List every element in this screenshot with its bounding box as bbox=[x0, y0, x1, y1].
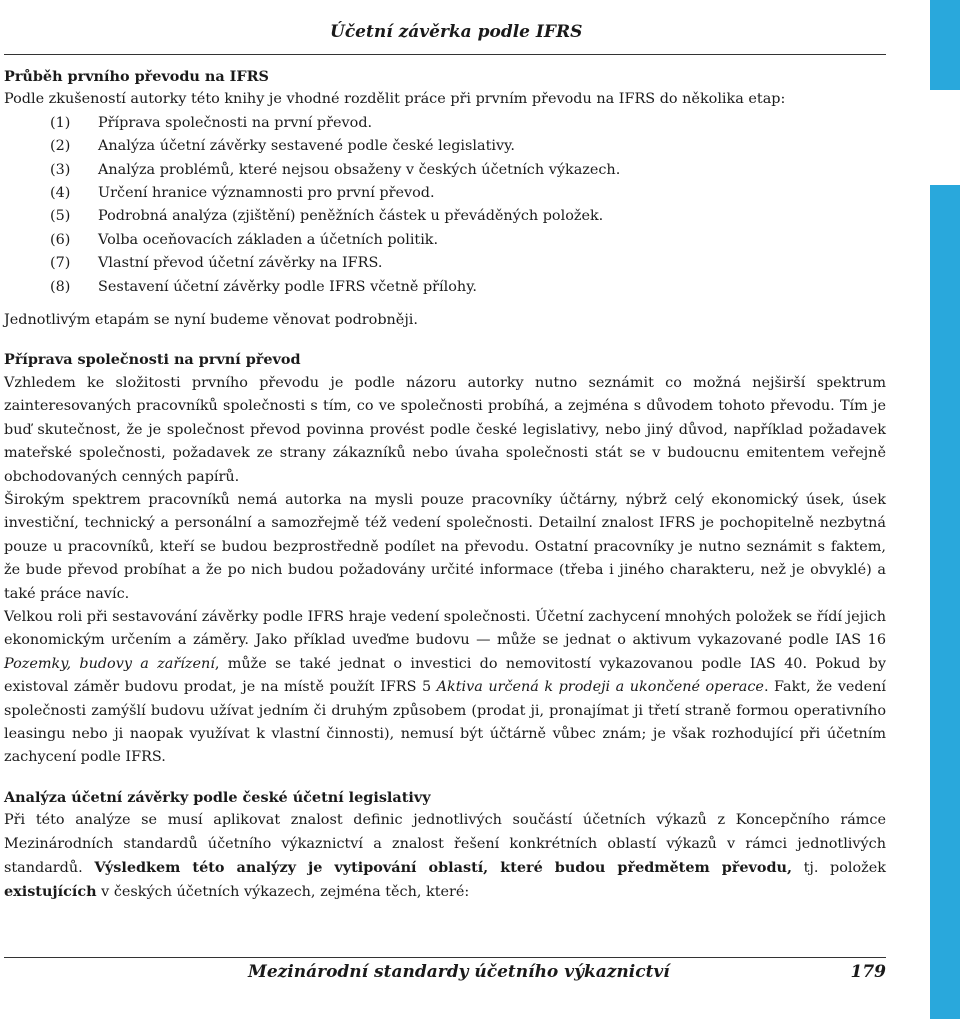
section-heading-prubeh: Průběh prvního převodu na IFRS bbox=[4, 68, 269, 85]
list-item-text: Podrobná analýza (zjištění) peněžních částek u převáděných položek. bbox=[98, 208, 604, 225]
list-item bbox=[4, 135, 886, 158]
list-item bbox=[4, 112, 886, 135]
footer-book-title: Mezinárodní standardy účetního výkaznictví bbox=[248, 962, 670, 982]
list-item-text: Volba oceňovacích základen a účetních politik. bbox=[98, 231, 439, 248]
paragraph-text: . Fakt, že vedení společnosti zamýšlí budovu užívat jedním či druhým způsobem (prodat ji, pronajímat ji třetí straně formou operativního leasingu nebo ji naopak využívat k vlastní činnosti), nemusí být účtárně vůbec znám; je však rozhodující při účetním zachycení podle IFRS. bbox=[4, 679, 887, 766]
list-item-number: (7) bbox=[50, 255, 71, 272]
emphasis-bold: Výsledkem této analýzy je vytipování oblastí, které budou předmětem převodu, bbox=[94, 859, 793, 876]
paragraph bbox=[4, 809, 886, 905]
running-header: Účetní závěrka podle IFRS bbox=[330, 22, 583, 42]
list-item-number: (1) bbox=[50, 114, 71, 131]
list-item bbox=[4, 276, 886, 299]
footer-rule bbox=[4, 957, 886, 958]
paragraph: Širokým spektrem pracovníků nemá autorka na mysli pouze pracovníky účtárny, nýbrž celý ekonomický úsek, úsek investiční, technický a personální a samozřejmě též vedení společnosti. Detailní znalost IFRS je pochopitelně nezbytná pouze u pracovníků, kteří se budou bezprostředně podílet na převodu. Ostatní pracovníky je nutno seznámit s faktem, že bude převod probíhat a že po nich budou požadovány určité informace (třeba i jiného charakteru, než je obvyklé) a také práce navíc. bbox=[4, 491, 886, 602]
section-closing: Jednotlivým etapám se nyní budeme věnovat podrobněji. bbox=[4, 312, 418, 329]
list-item-text: Analýza účetní závěrky sestavené podle české legislativy. bbox=[98, 138, 515, 155]
paragraph-text: Při této analýze se musí aplikovat znalost definic jednotlivých součástí účetních výkazů z Koncepčního rámce Mezinárodních standardů účetního výkaznictví a znalost řešení konkrétních oblastí výkazů v rámci jednotlivých standardů. bbox=[4, 812, 886, 876]
list-item-text: Analýza problémů, které nejsou obsaženy v českých účetních výkazech. bbox=[98, 161, 621, 178]
list-item-number: (4) bbox=[50, 185, 71, 202]
list-item-text: Určení hranice významnosti pro první převod. bbox=[98, 185, 435, 202]
standard-title-ifrs5: Aktiva určená k prodeji a ukončené operace bbox=[436, 679, 764, 696]
standard-title-ias16: Pozemky, budovy a zařízení bbox=[4, 655, 215, 672]
paragraph-text: , může se také jednat o investici do nemovitostí vykazovanou podle IAS 40. Pokud by existoval záměr budovu prodat, je na místě použít IFRS 5 bbox=[4, 655, 886, 696]
list-item bbox=[4, 159, 886, 182]
list-item bbox=[4, 252, 886, 275]
paragraph: Vzhledem ke složitosti prvního převodu je podle názoru autorky nutno seznámit co možná nejširší spektrum zainteresovaných pracovníků společnosti s tím, co ve společnosti probíhá, a zejména s důvodem tohoto převodu. Tím je buď skutečnost, že je společnost převod povinna provést podle české legislativy, nebo jiný důvod, například požadavek mateřské společnosti, požadavek ze strany zákazníků nebo úvaha společnosti stát se v budoucnu emitentem veřejně obchodovaných cenných papírů. bbox=[4, 374, 886, 485]
stage-list bbox=[4, 112, 886, 299]
list-item-number: (8) bbox=[50, 278, 71, 295]
list-item bbox=[4, 229, 886, 252]
list-item-text: Sestavení účetní závěrky podle IFRS včetně přílohy. bbox=[98, 278, 477, 295]
page-number: 179 bbox=[850, 962, 886, 982]
list-item bbox=[4, 182, 886, 205]
paragraph bbox=[4, 606, 886, 770]
section-heading-priprava: Příprava společnosti na první převod bbox=[4, 351, 301, 369]
list-item-text: Vlastní převod účetní závěrky na IFRS. bbox=[98, 255, 383, 272]
chapter-tab-top bbox=[930, 0, 960, 90]
paragraph-text: tj. položek bbox=[792, 860, 886, 876]
section-heading-analyza: Analýza účetní závěrky podle české účetní legislativy bbox=[4, 788, 431, 806]
list-item-number: (5) bbox=[50, 208, 71, 225]
emphasis-bold: existujících bbox=[4, 883, 97, 901]
list-item bbox=[4, 205, 886, 228]
section-intro: Podle zkušeností autorky této knihy je vhodné rozdělit práce při prvním převodu na IFRS do několika etap: bbox=[4, 91, 786, 108]
header-rule bbox=[4, 54, 886, 55]
page-body bbox=[4, 65, 886, 905]
paragraph-text: v českých účetních výkazech, zejména těch, které: bbox=[96, 884, 470, 901]
list-item-number: (6) bbox=[50, 231, 71, 248]
chapter-tab-bottom bbox=[930, 185, 960, 1019]
list-item-text: Příprava společnosti na první převod. bbox=[98, 114, 373, 131]
paragraph-text: Velkou roli při sestavování závěrky podle IFRS hraje vedení společnosti. Účetní zachycení mnohých položek se řídí jejich ekonomickým určením a záměry. Jako příklad uveďme budovu — může se jednat o aktivum vykazované podle IAS 16 bbox=[4, 608, 886, 649]
list-item-number: (3) bbox=[50, 161, 71, 178]
list-item-number: (2) bbox=[50, 138, 71, 155]
